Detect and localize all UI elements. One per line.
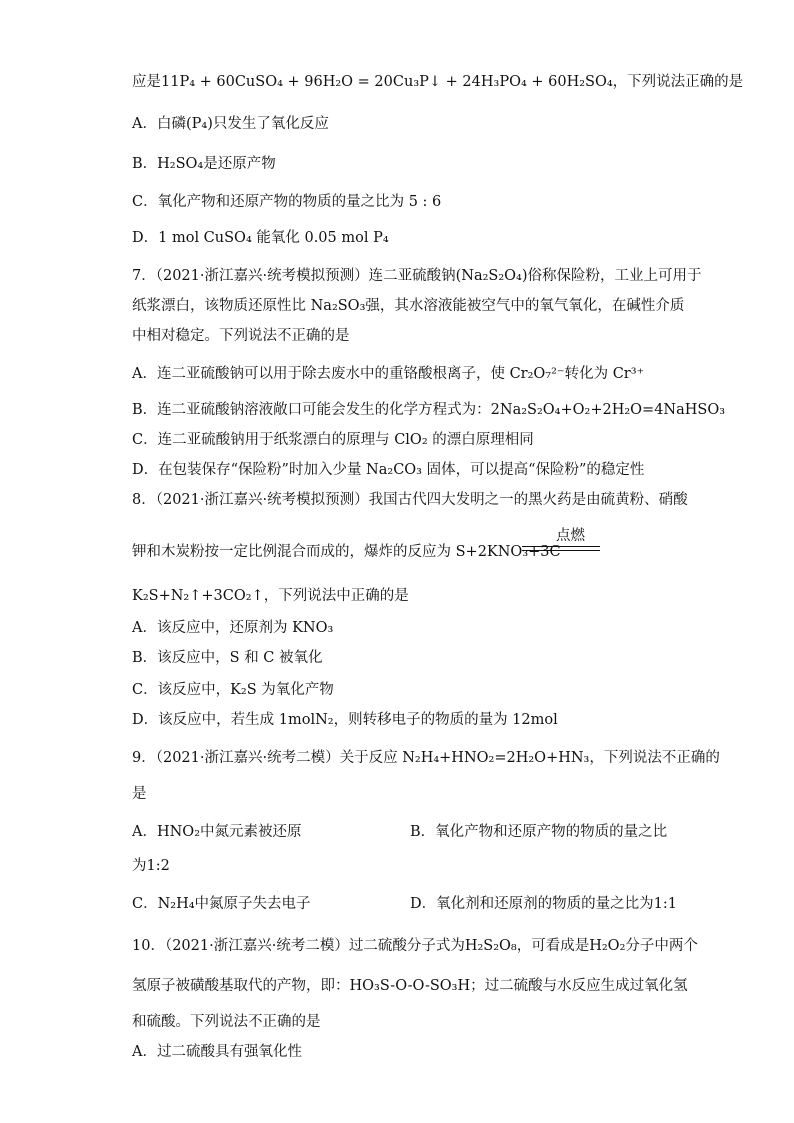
q9-stem-line-2: 是 <box>132 786 147 802</box>
q9-option-c: C．N₂H₄中氮原子失去电子 <box>132 896 311 912</box>
q9-option-a: A．HNO₂中氮元素被还原 <box>132 824 302 840</box>
reaction-condition-label: 点燃 <box>556 528 585 544</box>
q9-stem-line-1: 9．（2021·浙江嘉兴·统考二模）关于反应 N₂H₄+HNO₂=2H₂O+HN₃，下列说法不正确的 <box>132 750 720 766</box>
q6-equation-line: 应是11P₄ + 60CuSO₄ + 96H₂O = 20Cu₃P↓ + 24H₃PO₄ + 60H₂SO₄，下列说法正确的是 <box>132 74 744 90</box>
q8-option-b: B．该反应中，S 和 C 被氧化 <box>132 650 323 666</box>
q10-stem-line-3: 和硫酸。下列说法不正确的是 <box>132 1014 321 1030</box>
q8-stem-line-3: K₂S+N₂↑+3CO₂↑，下列说法中正确的是 <box>132 588 409 604</box>
q8-stem-line-1: 8．（2021·浙江嘉兴·统考模拟预测）我国古代四大发明之一的黑火药是由硫黄粉、硝酸 <box>132 492 688 508</box>
q10-option-a: A．过二硫酸具有强氧化性 <box>132 1044 302 1060</box>
q8-stem-line-2: 钾和木炭粉按一定比例混合而成的，爆炸的反应为 S+2KNO₃+3C <box>132 544 561 560</box>
q8-option-c: C．该反应中，K₂S 为氧化产物 <box>132 682 334 698</box>
q6-option-a: A．白磷(P₄)只发生了氧化反应 <box>132 116 329 132</box>
q9-option-d: D．氧化剂和还原剂的物质的量之比为1:1 <box>410 896 677 912</box>
q6-option-b: B．H₂SO₄是还原产物 <box>132 156 276 172</box>
q7-option-d: D．在包装保存“保险粉”时加入少量 Na₂CO₃ 固体，可以提高“保险粉”的稳定性 <box>132 462 645 478</box>
equation-bar-bottom <box>522 550 600 551</box>
q7-stem-line-1: 7．（2021·浙江嘉兴·统考模拟预测）连二亚硫酸钠(Na₂S₂O₄)俗称保险粉，工业上可用于 <box>132 268 702 284</box>
q9-option-b: B．氧化产物和还原产物的物质的量之比 <box>410 824 668 840</box>
q10-stem-line-1: 10．（2021·浙江嘉兴·统考二模）过二硫酸分子式为H₂S₂O₈，可看成是H₂O₂分子中两个 <box>132 938 698 954</box>
q7-option-c: C．连二亚硫酸钠用于纸浆漂白的原理与 ClO₂ 的漂白原理相同 <box>132 432 534 448</box>
q8-option-a: A．该反应中，还原剂为 KNO₃ <box>132 620 334 636</box>
equation-bar-top <box>522 546 600 547</box>
q7-stem-line-3: 中相对稳定。下列说法不正确的是 <box>132 328 350 344</box>
q10-stem-line-2: 氢原子被磺酸基取代的产物，即：HO₃S-O-O-SO₃H；过二硫酸与水反应生成过氧化氢 <box>132 978 688 994</box>
q7-option-b: B．连二亚硫酸钠溶液敞口可能会发生的化学方程式为：2Na₂S₂O₄+O₂+2H₂O=4NaHSO₃ <box>132 402 726 418</box>
q9-option-b-cont: 为1:2 <box>132 858 170 874</box>
q6-option-c: C．氧化产物和还原产物的物质的量之比为 5 : 6 <box>132 194 442 210</box>
q7-stem-line-2: 纸浆漂白，该物质还原性比 Na₂SO₃强，其水溶液能被空气中的氧气氧化，在碱性介质 <box>132 298 685 314</box>
q8-option-d: D．该反应中，若生成 1molN₂，则转移电子的物质的量为 12mol <box>132 712 558 728</box>
q6-option-d: D．1 mol CuSO₄ 能氧化 0.05 mol P₄ <box>132 230 389 246</box>
q7-option-a: A．连二亚硫酸钠可以用于除去废水中的重铬酸根离子，使 Cr₂O₇²⁻转化为 Cr³⁺ <box>132 366 645 382</box>
